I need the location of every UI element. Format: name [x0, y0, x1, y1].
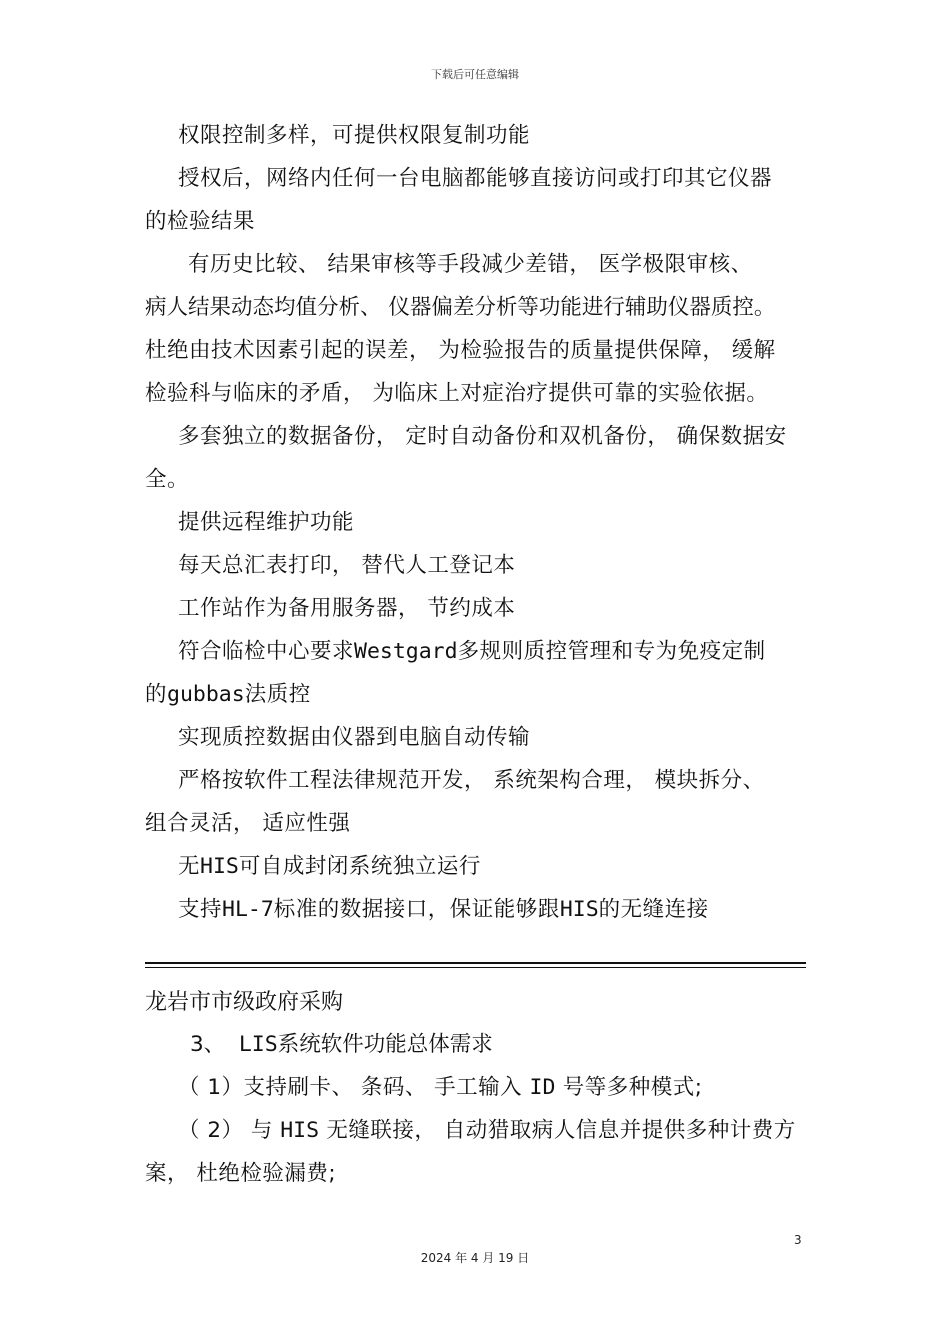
line-19-part-e: 的无缝连接	[598, 897, 709, 922]
line-18-part-c: 可自成封闭系统独立运行	[238, 854, 481, 879]
line-14-part-c: 法质控	[244, 682, 311, 707]
page-number: 3	[794, 1233, 802, 1247]
body-line-9: 全。	[145, 467, 190, 492]
requirement-2-continuation: 案， 杜绝检验漏费;	[145, 1161, 337, 1186]
line-14-part-a: 的	[145, 682, 168, 707]
body-line-13	[178, 637, 766, 667]
gubbas-term: gubbas	[167, 682, 245, 707]
body-line-7: 检验科与临床的矛盾， 为临床上对症治疗提供可靠的实验依据。	[145, 381, 769, 406]
body-line-2: 授权后，网络内任何一台电脑都能够直接访问或打印其它仪器	[178, 166, 773, 191]
footer-date: 2024 年 4 月 19 日	[420, 1251, 530, 1265]
hl7-term: HL-7	[222, 897, 274, 922]
body-line-4: 有历史比较、 结果审核等手段减少差错， 医学极限审核、	[188, 252, 753, 277]
his-term: HIS	[280, 1118, 320, 1143]
body-line-18	[178, 852, 481, 882]
body-line-17: 组合灵活， 适应性强	[145, 811, 351, 836]
body-line-3: 的检验结果	[145, 209, 256, 234]
body-line-14	[145, 680, 311, 710]
line-13-part-a: 符合临检中心要求	[178, 639, 355, 664]
line-13-part-c: 多规则质控管理和专为免疫定制	[457, 639, 766, 664]
body-line-19	[178, 895, 709, 925]
id-term: ID	[529, 1075, 556, 1100]
org-title: 龙岩市市级政府采购	[145, 990, 344, 1015]
body-line-12: 工作站作为备用服务器， 节约成本	[178, 596, 516, 621]
requirement-1-part-c: 号等多种模式;	[562, 1075, 703, 1100]
body-line-6: 杜绝由技术因素引起的误差， 为检验报告的质量提供保障， 缓解	[145, 338, 776, 363]
requirement-1	[178, 1073, 703, 1103]
requirement-2-number: （ 2）	[178, 1118, 244, 1143]
lis-term: LIS	[238, 1032, 278, 1057]
requirement-2	[178, 1116, 796, 1146]
line-19-part-a: 支持	[178, 897, 223, 922]
section-divider-thick	[145, 962, 806, 964]
section-divider-thin	[145, 967, 806, 968]
body-line-16: 严格按软件工程法律规范开发， 系统架构合理， 模块拆分、	[178, 768, 765, 793]
requirement-2-part-a: 与	[250, 1118, 273, 1143]
section-heading	[190, 1030, 493, 1060]
body-line-5: 病人结果动态均值分析、 仪器偏差分析等功能进行辅助仪器质控。	[145, 295, 776, 320]
body-line-1: 权限控制多样，可提供权限复制功能	[178, 123, 531, 148]
section-number: 3、	[190, 1032, 226, 1057]
body-line-10: 提供远程维护功能	[178, 510, 355, 535]
body-line-11: 每天总汇表打印， 替代人工登记本	[178, 553, 516, 578]
his-term: HIS	[200, 854, 239, 879]
requirement-2-part-c: 无缝联接， 自动猎取病人信息并提供多种计费方	[326, 1118, 796, 1143]
line-19-part-c: 标准的数据接口，保证能够跟	[273, 897, 560, 922]
requirement-1-part-a: 支持刷卡、 条码、 手工输入	[243, 1075, 523, 1100]
body-line-8: 多套独立的数据备份， 定时自动备份和双机备份， 确保数据安	[178, 424, 787, 449]
requirement-1-number: （ 1）	[178, 1075, 244, 1100]
his-term: HIS	[559, 897, 599, 922]
westgard-term: Westgard	[354, 639, 458, 664]
page-header-note: 下载后可任意编辑	[431, 68, 519, 81]
body-line-15: 实现质控数据由仪器到电脑自动传输	[178, 725, 531, 750]
section-title: 系统软件功能总体需求	[277, 1032, 493, 1057]
line-18-part-a: 无	[178, 854, 201, 879]
